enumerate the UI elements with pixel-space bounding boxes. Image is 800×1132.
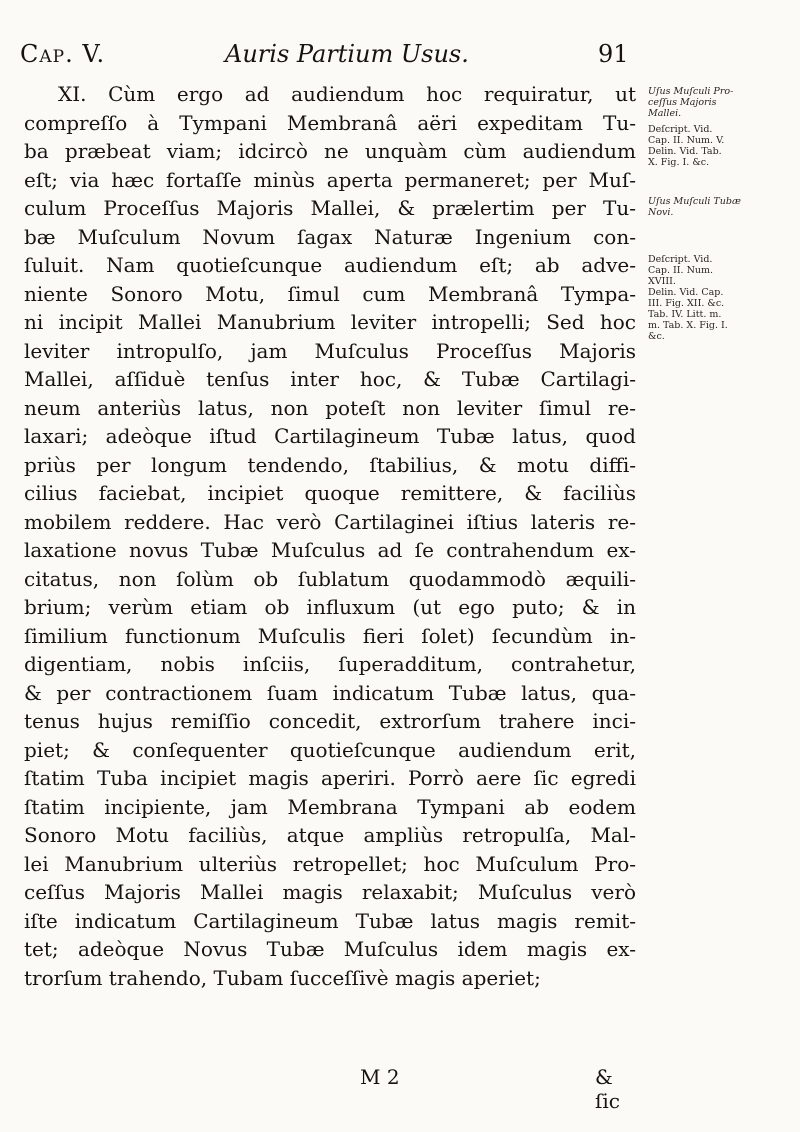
text-line: lei Manubrium ulteriùs retropellet; hoc Muſculum Pro- (24, 851, 636, 876)
text-line: tet; adeòque Novus Tubæ Muſculus idem magis ex- (24, 937, 636, 961)
text-line: ni incipit Mallei Manubrium leviter intropelli; Sed hoc (24, 310, 636, 334)
text-line: Mallei, aſſiduè tenſus inter hoc, & Tubæ Cartilagi- (24, 367, 636, 391)
text-line: eſt; via hæc fortaſſe minùs aperta permaneret; per Muſ- (24, 167, 636, 192)
margin-note-line: Cap. II. Num. (648, 265, 714, 276)
margin-note-line: m. Tab. X. Fig. I. (648, 320, 728, 331)
margin-note-line: III. Fig. XII. &c. (648, 298, 725, 309)
text-line: piet; & conſequenter quotieſcunque audiendum erit, (24, 737, 636, 762)
text-line: laxatione novus Tubæ Muſculus ad ſe contrahendum ex- (24, 538, 636, 562)
text-line: citatus, non ſolùm ob ſublatum quodammodò æquili- (24, 566, 636, 591)
margin-note-line: Novi. (648, 207, 674, 218)
text-line: ſtatim incipiente, jam Membrana Tympani ab eodem (24, 794, 636, 819)
text-line: Sonoro Motu faciliùs, atque ampliùs retropulſa, Mal- (24, 823, 636, 847)
text-line: niente Sonoro Motu, ſimul cum Membranâ Tympa- (24, 281, 636, 306)
margin-note-line: Tab. IV. Litt. m. (648, 309, 722, 320)
text-line: ſimilium functionum Muſculis fieri ſolet) ſecundùm in- (24, 623, 636, 648)
text-line: brium; verùm etiam ob influxum (ut ego puto; & in (24, 595, 636, 619)
margin-note (648, 124, 794, 168)
margin-note (648, 254, 794, 342)
margin-note-line: Mallei. (648, 108, 682, 119)
text-line: ſuluit. Nam quotieſcunque audiendum eſt; ab adve- (24, 253, 636, 277)
margin-note-line: Cap. II. Num. V. (648, 135, 725, 146)
page-footer (20, 1065, 640, 1113)
margin-note-line: Uſus Muſculi Tubæ (648, 196, 741, 207)
text-line: iſte indicatum Cartilagineum Tubæ latus magis remit- (24, 908, 636, 933)
running-title: Auris Partium Usus. (225, 40, 469, 68)
text-line: mobilem reddere. Hac verò Cartilaginei iſtius lateris re- (24, 509, 636, 534)
text-line: ſtatim Tuba incipiet magis aperiri. Porrò aere ſic egredi (24, 766, 636, 790)
text-line: & per contractionem ſuam indicatum Tubæ latus, qua- (24, 680, 636, 705)
text-line: XI. Cùm ergo ad audiendum hoc requiratur, ut (58, 82, 636, 106)
running-header (20, 40, 640, 74)
text-line: bæ Muſculum Novum ſagax Naturæ Ingenium con- (24, 224, 636, 249)
text-line: compreſſo à Tympani Membranâ aëri expeditam Tu- (24, 110, 636, 135)
text-line: ba præbeat viam; idcircò ne unquàm cùm audiendum (24, 139, 636, 163)
margin-note (648, 196, 794, 218)
margin-note-line: X. Fig. I. &c. (648, 157, 710, 168)
margin-note-line: Delin. Vid. Tab. (648, 146, 722, 157)
text-line: digentiam, nobis inſciis, ſuperadditum, contrahetur, (24, 652, 636, 676)
text-line: culum Proceſſus Majoris Mallei, & prælertim per Tu- (24, 196, 636, 220)
text-line: neum anteriùs latus, non poteſt non leviter ſimul re- (24, 395, 636, 420)
margin-note-line: Uſus Muſculi Pro- (648, 86, 734, 97)
text-line: trorſum trahendo, Tubam ſucceſſivè magis aperiet; (24, 965, 541, 990)
margin-note (648, 86, 794, 119)
signature-mark: M 2 (360, 1065, 400, 1089)
margin-note-line: ceſſus Majoris (648, 97, 717, 108)
text-line: ceſſus Majoris Mallei magis relaxabit; Muſculus verò (24, 880, 636, 904)
main-text-block (24, 80, 636, 992)
text-line: priùs per longum tendendo, ſtabilius, & motu diffi- (24, 452, 636, 477)
text-line: tenus hujus remiſſio concedit, extrorſum trahere inci- (24, 709, 636, 733)
text-line: leviter intropulſo, jam Muſculus Proceſſus Majoris (24, 338, 636, 363)
margin-note-line: Deſcript. Vid. (648, 124, 713, 135)
margin-note-line: XVIII. (648, 276, 676, 287)
chapter-label: Cap. V. (20, 40, 106, 68)
text-line: cilius faciebat, incipiet quoque remittere, & faciliùs (24, 481, 636, 505)
page-number: 91 (598, 40, 629, 68)
catchword: & ſic (595, 1065, 620, 1113)
margin-note-line: Delin. Vid. Cap. (648, 287, 724, 298)
margin-note-line: Deſcript. Vid. (648, 254, 713, 265)
text-line: laxari; adeòque iſtud Cartilagineum Tubæ latus, quod (24, 424, 636, 448)
margin-note-line: &c. (648, 331, 665, 342)
